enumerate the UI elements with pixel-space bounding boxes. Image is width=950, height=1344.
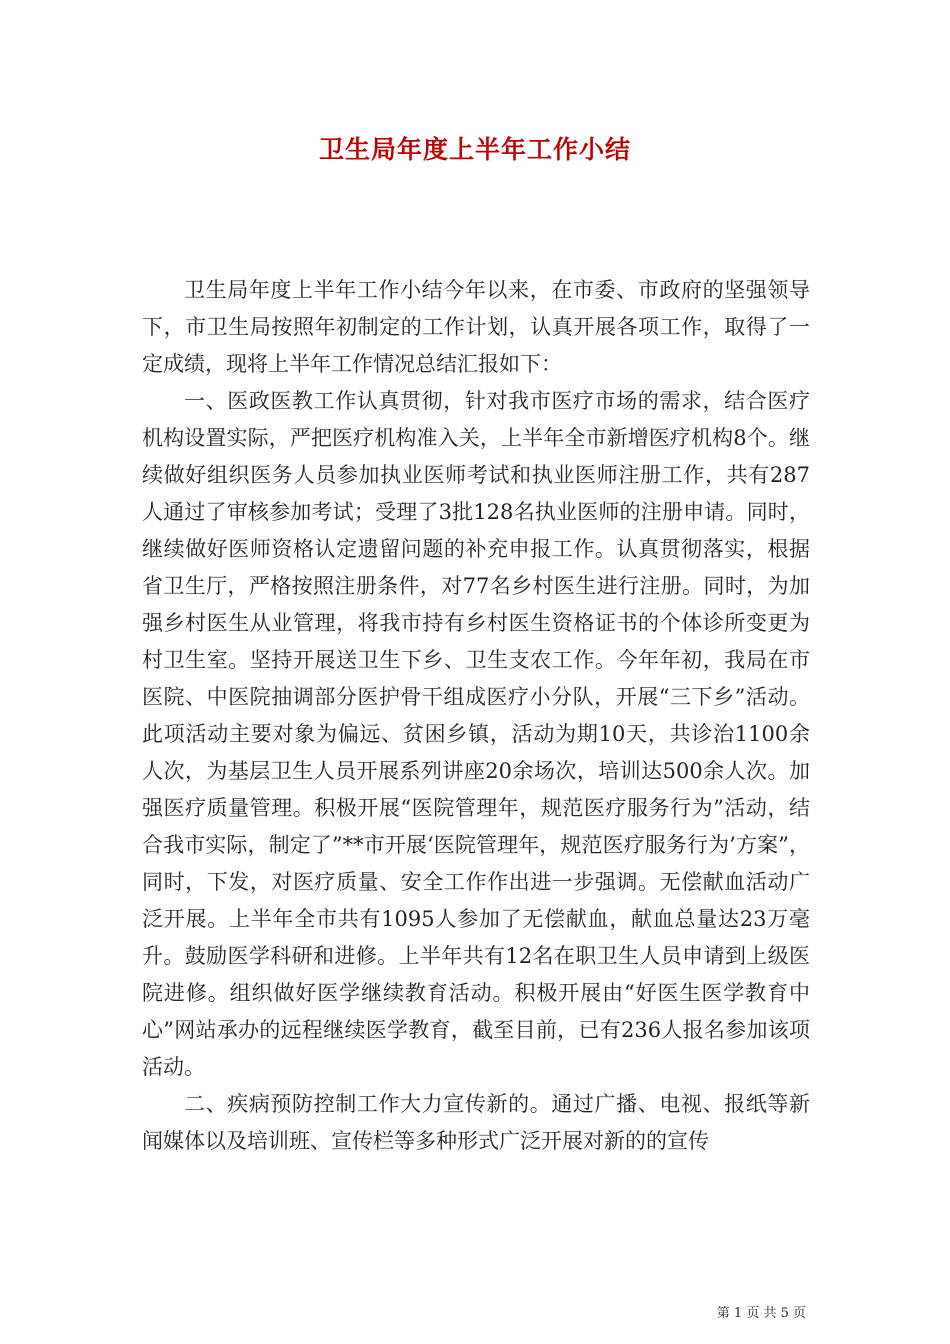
paragraph-section-two: 二、疾病预防控制工作大力宣传新的。通过广播、电视、报纸等新闻媒体以及培训班、宣传栏等多种形式广泛开展对新的的宣传 xyxy=(142,1092,810,1153)
page-number: 第 1 页 共 5 页 xyxy=(716,1306,806,1321)
document-body xyxy=(142,272,810,1160)
paragraph-section-one: 一、医政医教工作认真贯彻，针对我市医疗市场的需求，结合医疗机构设置实际，严把医疗机构准入关，上半年全市新增医疗机构8个。继续做好组织医务人员参加执业医师考试和执业医师注册工作，共有287人通过了审核参加考试；受理了3批128名执业医师的注册申请。同时，继续做好医师资格认定遗留问题的补充申报工作。认真贯彻落实，根据省卫生厅，严格按照注册条件，对77名乡村医生进行注册。同时，为加强乡村医生从业管理，将我市持有乡村医生资格证书的个体诊所变更为村卫生室。坚持开展送卫生下乡、卫生支农工作。今年年初，我局在市医院、中医院抽调部分医护骨干组成医疗小分队，开展“三下乡”活动。此项活动主要对象为偏远、贫困乡镇，活动为期10天，共诊治1100余人次，为基层卫生人员开展系列讲座20余场次，培训达500余人次。加强医疗质量管理。积极开展“医院管理年，规范医疗服务行为”活动，结合我市实际，制定了”**市开展‘医院管理年，规范医疗服务行为’方案”，同时，下发，对医疗质量、安全工作作出进一步强调。无偿献血活动广泛开展。上半年全市共有1095人参加了无偿献血，献血总量达23万毫升。鼓励医学科研和进修。上半年共有12名在职卫生人员申请到上级医院进修。组织做好医学继续教育活动。积极开展由“好医生医学教育中心”网站承办的远程继续医学教育，截至目前，已有236人报名参加该项活动。 xyxy=(142,389,810,1079)
paragraph-intro: 卫生局年度上半年工作小结今年以来，在市委、市政府的坚强领导下，市卫生局按照年初制定的工作计划，认真开展各项工作，取得了一定成绩，现将上半年工作情况总结汇报如下： xyxy=(142,278,810,376)
document-title: 卫生局年度上半年工作小结 xyxy=(318,135,631,164)
